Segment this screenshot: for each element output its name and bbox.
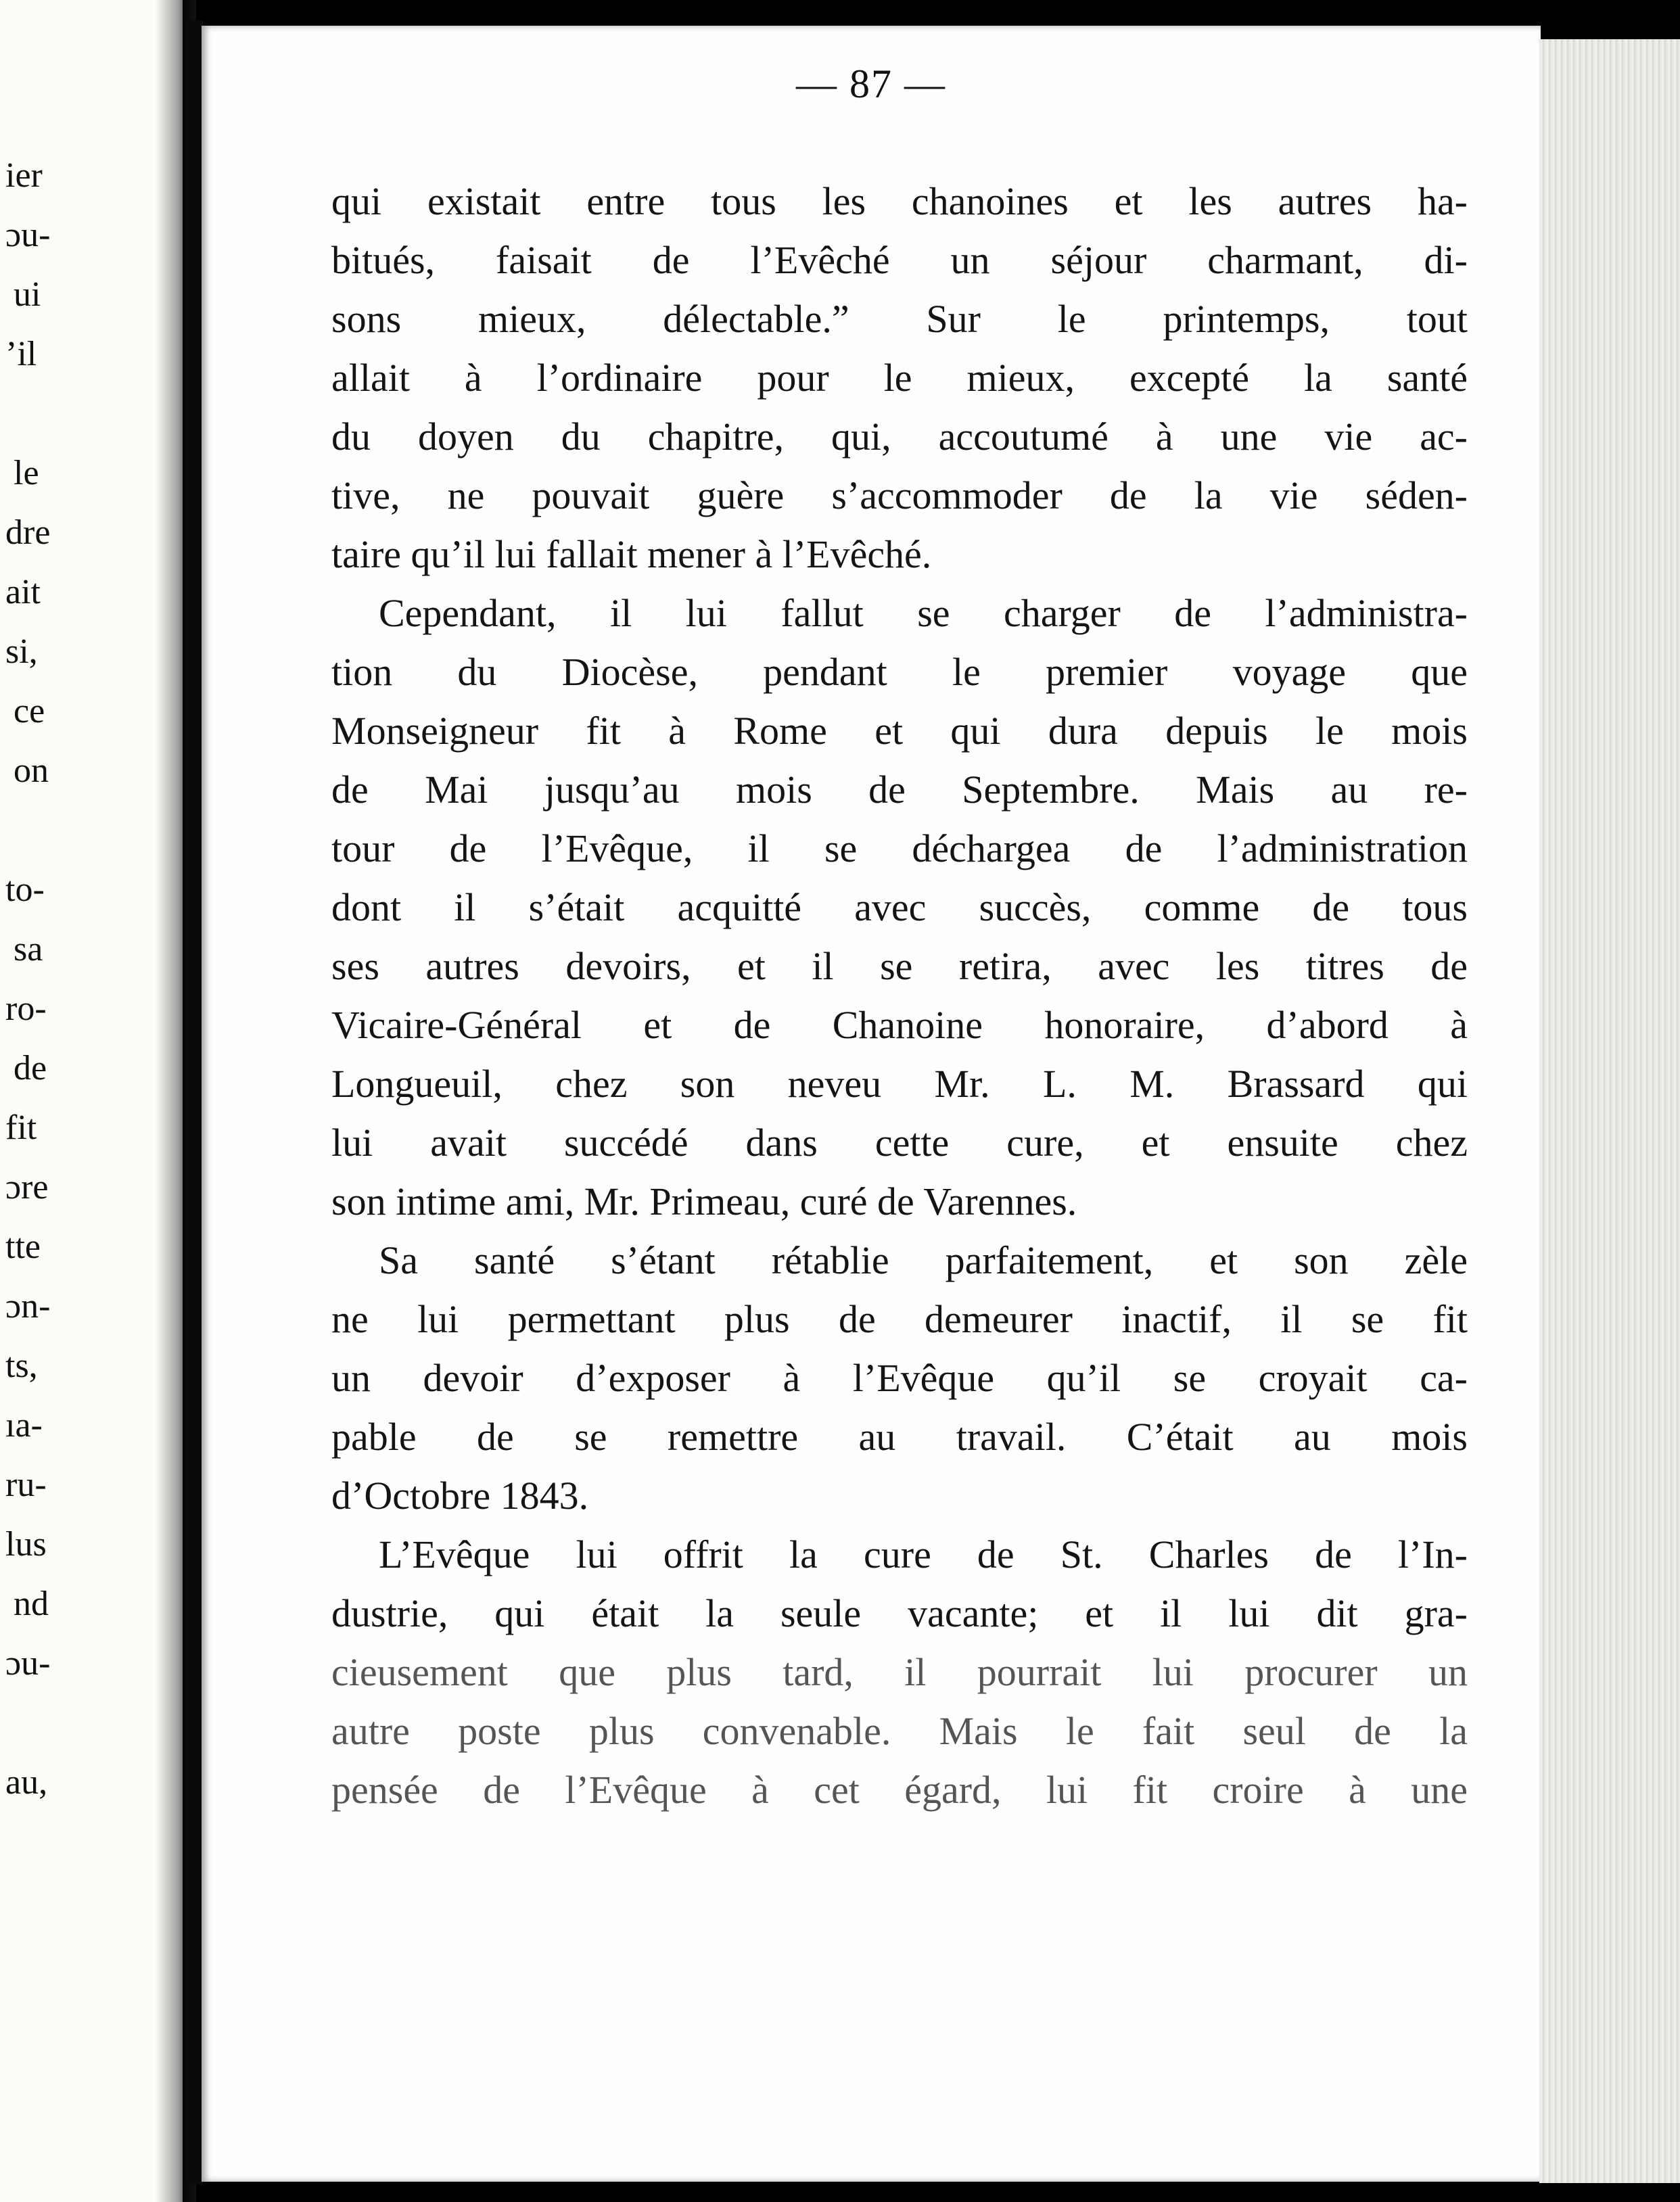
paragraph-1 bbox=[331, 172, 1468, 584]
text-line: dustrie, qui était la seule vacante; et il lui dit gra- bbox=[331, 1591, 1468, 1635]
book-page bbox=[202, 26, 1541, 2182]
text-line: L’Evêque lui offrit la cure de St. Charles de l’In- bbox=[379, 1532, 1468, 1576]
facing-page-fragment: ro- bbox=[5, 989, 47, 1028]
text-line: Sa santé s’étant rétablie parfaitement, et son zèle bbox=[379, 1238, 1468, 1282]
text-line: de Mai jusqu’au mois de Septembre. Mais au re- bbox=[331, 768, 1468, 812]
facing-page-fragment: ait bbox=[5, 573, 41, 611]
facing-page-fragment: dre bbox=[5, 513, 51, 552]
text-line: dont il s’était acquitté avec succès, comme de tous bbox=[331, 885, 1468, 929]
text-line: pensée de l’Evêque à cet égard, lui fit croire à une bbox=[331, 1768, 1468, 1812]
text-line: tion du Diocèse, pendant le premier voyage que bbox=[331, 650, 1468, 694]
facing-page-fragment: lus bbox=[5, 1525, 47, 1564]
page-number: — 87 — bbox=[796, 62, 946, 106]
facing-page-fragment: ɔu- bbox=[5, 1644, 51, 1683]
facing-page-fragment: on bbox=[14, 751, 49, 790]
facing-page-fragment: ıa- bbox=[5, 1406, 43, 1445]
text-line: autre poste plus convenable. Mais le fait seul de la bbox=[331, 1709, 1468, 1753]
text-line: Cependant, il lui fallut se charger de l’administra- bbox=[379, 591, 1468, 635]
page-edges-stack bbox=[1539, 39, 1680, 2183]
text-line: qui existait entre tous les chanoines et les autres ha- bbox=[331, 179, 1468, 223]
facing-page-fragment: nd bbox=[14, 1585, 49, 1623]
text-line: du doyen du chapitre, qui, accoutumé à une vie ac- bbox=[331, 415, 1468, 459]
text-line: d’Octobre 1843. bbox=[331, 1474, 589, 1518]
facing-page-fragment: ru- bbox=[5, 1466, 47, 1504]
text-line: lui avait succédé dans cette cure, et ensuite chez bbox=[331, 1121, 1468, 1165]
facing-page-fragment: fit bbox=[5, 1108, 37, 1147]
text-line: pable de se remettre au travail. C’était au mois bbox=[331, 1415, 1468, 1459]
facing-page-fragment: ɔre bbox=[5, 1168, 49, 1207]
text-line: taire qu’il lui fallait mener à l’Evêché. bbox=[331, 532, 932, 576]
facing-page-fragment: ɔn- bbox=[5, 1287, 51, 1326]
facing-page-fragment: ts, bbox=[5, 1346, 38, 1385]
facing-page-fragment: ɔu- bbox=[5, 216, 51, 254]
text-line: bitués, faisait de l’Evêché un séjour charmant, di- bbox=[331, 238, 1468, 282]
text-line: allait à l’ordinaire pour le mieux, excepté la santé bbox=[331, 356, 1468, 400]
text-line: son intime ami, Mr. Primeau, curé de Varennes. bbox=[331, 1179, 1077, 1223]
text-line: tive, ne pouvait guère s’accommoder de la vie séden- bbox=[331, 473, 1468, 517]
text-line: un devoir d’exposer à l’Evêque qu’il se croyait ca- bbox=[331, 1356, 1468, 1400]
text-line: cieusement que plus tard, il pourrait lui procurer un bbox=[331, 1650, 1468, 1694]
text-line: Longueuil, chez son neveu Mr. L. M. Brassard qui bbox=[331, 1062, 1468, 1106]
text-line: Vicaire-Général et de Chanoine honoraire, d’abord à bbox=[331, 1003, 1468, 1047]
facing-page-fragment: ui bbox=[14, 275, 41, 314]
facing-page-fragment: ’il bbox=[5, 335, 37, 373]
facing-page-fragment: sa bbox=[14, 930, 43, 968]
facing-page-fragment: ce bbox=[14, 692, 45, 730]
facing-page-fragment: si, bbox=[5, 632, 38, 671]
facing-page-fragment: le bbox=[14, 454, 39, 492]
text-line: tour de l’Evêque, il se déchargea de l’administration bbox=[331, 826, 1468, 870]
facing-page-fragment: to- bbox=[5, 870, 45, 909]
page-body bbox=[331, 172, 1468, 1819]
paragraph-2 bbox=[331, 584, 1468, 1231]
facing-page-fragment: ier bbox=[5, 156, 43, 195]
facing-page-fragment: tte bbox=[5, 1227, 41, 1266]
facing-page-fragment: de bbox=[14, 1049, 47, 1087]
text-line: ne lui permettant plus de demeurer inactif, il se fit bbox=[331, 1297, 1468, 1341]
facing-page-fragment: au, bbox=[5, 1763, 48, 1802]
text-line: sons mieux, délectable.” Sur le printemps, tout bbox=[331, 297, 1468, 341]
paragraph-4 bbox=[331, 1525, 1468, 1819]
text-line: Monseigneur fit à Rome et qui dura depuis le mois bbox=[331, 709, 1468, 753]
book-spine bbox=[185, 20, 203, 2184]
text-line: ses autres devoirs, et il se retira, avec les titres de bbox=[331, 944, 1468, 988]
paragraph-3 bbox=[331, 1231, 1468, 1525]
